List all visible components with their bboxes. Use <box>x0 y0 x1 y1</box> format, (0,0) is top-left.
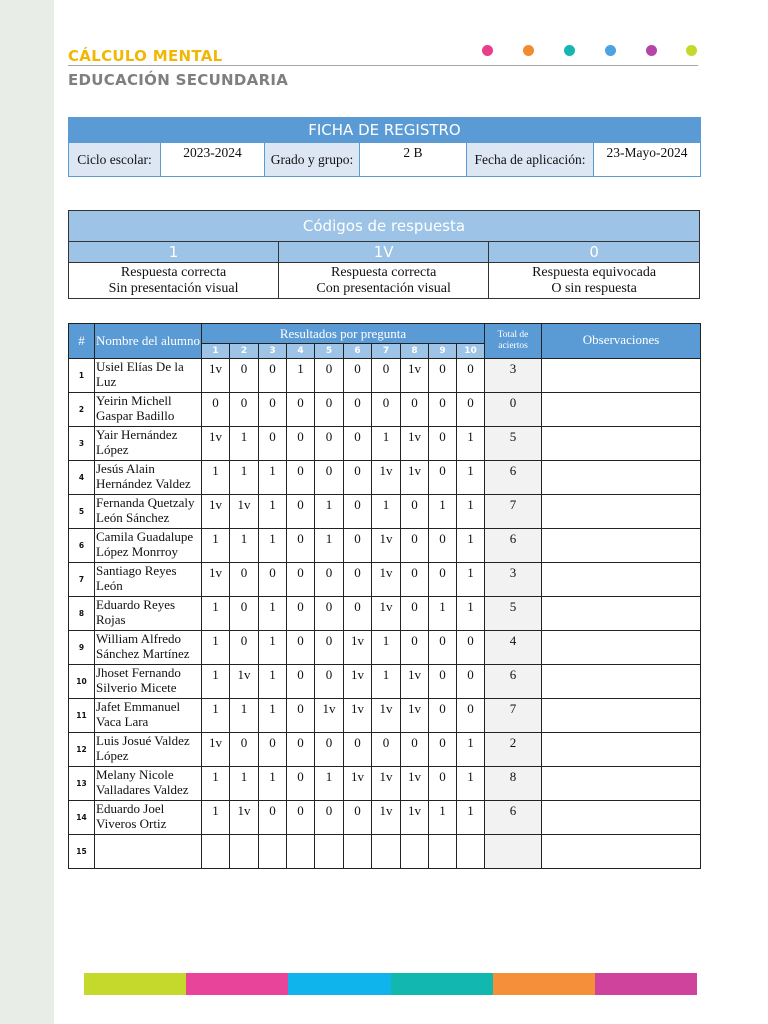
result-cell: 0 <box>429 461 457 495</box>
color-bar-segment <box>391 973 493 995</box>
row-number: 12 <box>69 733 95 767</box>
color-bar-segment <box>493 973 595 995</box>
result-cell: 0 <box>344 461 372 495</box>
result-cell: 1v <box>401 461 429 495</box>
result-cell: 0 <box>315 597 344 631</box>
result-cell: 0 <box>429 733 457 767</box>
result-cell: 1v <box>202 563 230 597</box>
student-name: Jhoset Fernando Silverio Micete <box>95 665 202 699</box>
dot-lime <box>686 45 697 56</box>
result-cell <box>315 835 344 869</box>
result-cell: 1 <box>230 529 259 563</box>
result-cell: 1v <box>344 767 372 801</box>
observaciones-cell <box>542 733 701 767</box>
side-strip <box>0 0 54 1024</box>
result-cell: 1 <box>202 597 230 631</box>
student-name: Luis Josué Valdez López <box>95 733 202 767</box>
row-number: 8 <box>69 597 95 631</box>
observaciones-cell <box>542 665 701 699</box>
observaciones-cell <box>542 597 701 631</box>
result-cell: 1 <box>457 461 485 495</box>
result-cell: 0 <box>287 393 315 427</box>
result-cell: 0 <box>287 529 315 563</box>
result-cell: 1v <box>401 767 429 801</box>
result-cell: 0 <box>344 393 372 427</box>
table-row <box>69 835 701 869</box>
result-cell: 0 <box>315 461 344 495</box>
result-cell: 1 <box>259 699 287 733</box>
col-observaciones-header: Observaciones <box>542 324 701 359</box>
result-cell: 0 <box>259 801 287 835</box>
table-row <box>69 393 701 427</box>
observaciones-cell <box>542 801 701 835</box>
observaciones-cell <box>542 563 701 597</box>
result-cell: 1 <box>429 801 457 835</box>
row-number: 6 <box>69 529 95 563</box>
result-cell: 1v <box>202 359 230 393</box>
result-cell: 1v <box>372 597 401 631</box>
result-cell: 1v <box>401 359 429 393</box>
total-aciertos: 6 <box>485 461 542 495</box>
result-cell: 0 <box>344 529 372 563</box>
observaciones-cell <box>542 427 701 461</box>
total-aciertos: 8 <box>485 767 542 801</box>
result-cell: 0 <box>344 597 372 631</box>
color-bar-segment <box>288 973 390 995</box>
result-cell: 1 <box>457 733 485 767</box>
observaciones-cell <box>542 767 701 801</box>
result-cell: 1 <box>259 529 287 563</box>
result-cell: 1 <box>202 665 230 699</box>
result-cell: 1 <box>259 461 287 495</box>
result-cell: 1 <box>230 699 259 733</box>
row-number: 13 <box>69 767 95 801</box>
student-name: Yair Hernández López <box>95 427 202 461</box>
student-name: Camila Guadalupe López Monrroy <box>95 529 202 563</box>
observaciones-cell <box>542 699 701 733</box>
result-cell: 1 <box>230 427 259 461</box>
decorative-dots <box>482 45 702 57</box>
result-cell: 1 <box>315 767 344 801</box>
table-row <box>69 359 701 393</box>
total-aciertos: 3 <box>485 359 542 393</box>
dot-purple <box>646 45 657 56</box>
result-cell: 0 <box>315 427 344 461</box>
result-cell: 0 <box>230 631 259 665</box>
student-name: Melany Nicole Valladares Valdez <box>95 767 202 801</box>
result-cell: 0 <box>372 733 401 767</box>
result-cell: 0 <box>401 631 429 665</box>
result-cell: 1v <box>401 801 429 835</box>
table-row <box>69 563 701 597</box>
result-cell: 0 <box>259 393 287 427</box>
student-name: William Alfredo Sánchez Martínez <box>95 631 202 665</box>
student-name: Santiago Reyes León <box>95 563 202 597</box>
result-cell: 1 <box>259 597 287 631</box>
result-cell: 1 <box>372 495 401 529</box>
result-cell: 1 <box>202 529 230 563</box>
col-resultados-header: Resultados por pregunta <box>202 324 485 344</box>
row-number: 14 <box>69 801 95 835</box>
result-cell: 0 <box>259 733 287 767</box>
result-cell: 0 <box>429 393 457 427</box>
result-cell: 0 <box>457 665 485 699</box>
total-aciertos: 7 <box>485 495 542 529</box>
student-name: Fernanda Quetzaly León Sánchez <box>95 495 202 529</box>
result-cell: 0 <box>230 359 259 393</box>
result-cell: 0 <box>429 767 457 801</box>
dot-pink <box>482 45 493 56</box>
header-divider <box>68 65 698 66</box>
result-cell: 1 <box>202 767 230 801</box>
result-cell: 0 <box>259 359 287 393</box>
table-row <box>69 495 701 529</box>
total-aciertos: 4 <box>485 631 542 665</box>
result-cell: 1v <box>372 699 401 733</box>
result-cell <box>372 835 401 869</box>
row-number: 3 <box>69 427 95 461</box>
codigos-respuesta <box>68 210 700 299</box>
code-1v-line1: Respuesta correcta <box>330 264 437 280</box>
row-number: 15 <box>69 835 95 869</box>
result-cell: 1 <box>230 767 259 801</box>
total-aciertos: 6 <box>485 529 542 563</box>
code-1-desc <box>69 263 279 299</box>
header-title: CÁLCULO MENTAL <box>68 47 223 65</box>
fecha-label: Fecha de aplicación: <box>467 143 594 177</box>
total-aciertos: 6 <box>485 665 542 699</box>
code-1-line2: Sin presentación visual <box>108 280 239 296</box>
table-row <box>69 801 701 835</box>
row-number: 11 <box>69 699 95 733</box>
table-row <box>69 699 701 733</box>
codigos-title: Códigos de respuesta <box>69 211 700 242</box>
result-cell: 0 <box>230 597 259 631</box>
result-cell: 0 <box>344 801 372 835</box>
result-cell <box>429 835 457 869</box>
result-cell: 0 <box>372 393 401 427</box>
result-cell <box>259 835 287 869</box>
result-cell: 0 <box>287 767 315 801</box>
result-cell <box>344 835 372 869</box>
result-cell: 0 <box>401 393 429 427</box>
result-cell: 1v <box>230 495 259 529</box>
result-cell: 0 <box>315 733 344 767</box>
table-row <box>69 631 701 665</box>
header-subtitle: EDUCACIÓN SECUNDARIA <box>68 71 289 89</box>
result-cell: 1 <box>259 665 287 699</box>
result-cell: 0 <box>344 733 372 767</box>
result-cell: 0 <box>457 359 485 393</box>
row-number: 7 <box>69 563 95 597</box>
result-cell: 0 <box>429 665 457 699</box>
result-cell: 0 <box>429 529 457 563</box>
student-name: Yeirin Michell Gaspar Badillo <box>95 393 202 427</box>
result-cell: 0 <box>344 427 372 461</box>
result-cell <box>401 835 429 869</box>
table-row <box>69 733 701 767</box>
dot-orange <box>523 45 534 56</box>
question-number-header: 6 <box>344 344 372 359</box>
result-cell <box>287 835 315 869</box>
result-cell: 1v <box>344 699 372 733</box>
question-number-header: 8 <box>401 344 429 359</box>
fecha-value: 23-Mayo-2024 <box>594 143 701 177</box>
result-cell: 0 <box>315 665 344 699</box>
observaciones-cell <box>542 835 701 869</box>
table-row <box>69 767 701 801</box>
result-cell: 1 <box>372 631 401 665</box>
result-cell: 0 <box>372 359 401 393</box>
total-aciertos: 7 <box>485 699 542 733</box>
result-cell: 1v <box>344 631 372 665</box>
result-cell: 0 <box>287 733 315 767</box>
result-cell: 0 <box>315 393 344 427</box>
result-cell: 0 <box>287 495 315 529</box>
col-nombre-header: Nombre del alumno <box>95 324 202 359</box>
result-cell <box>202 835 230 869</box>
result-cell: 1v <box>372 461 401 495</box>
result-cell: 0 <box>287 461 315 495</box>
table-row <box>69 529 701 563</box>
result-cell: 0 <box>429 699 457 733</box>
result-cell: 0 <box>315 631 344 665</box>
row-number: 9 <box>69 631 95 665</box>
result-cell: 1 <box>202 699 230 733</box>
color-bar-segment <box>595 973 697 995</box>
result-cell: 0 <box>344 563 372 597</box>
result-cell: 0 <box>401 597 429 631</box>
result-cell: 1v <box>401 427 429 461</box>
result-cell: 1 <box>315 529 344 563</box>
table-row <box>69 461 701 495</box>
result-cell: 0 <box>287 631 315 665</box>
total-aciertos: 2 <box>485 733 542 767</box>
total-aciertos: 5 <box>485 597 542 631</box>
result-cell: 0 <box>259 427 287 461</box>
student-name: Jesús Alain Hernández Valdez <box>95 461 202 495</box>
result-cell: 0 <box>202 393 230 427</box>
table-row <box>69 665 701 699</box>
question-number-header: 9 <box>429 344 457 359</box>
color-bar-segment <box>186 973 288 995</box>
result-cell: 1 <box>457 767 485 801</box>
grado-label: Grado y grupo: <box>265 143 360 177</box>
result-cell: 1 <box>259 767 287 801</box>
result-cell: 0 <box>287 801 315 835</box>
result-cell: 0 <box>230 733 259 767</box>
result-cell: 0 <box>401 733 429 767</box>
result-cell: 0 <box>401 495 429 529</box>
code-1v-line2: Con presentación visual <box>316 280 451 296</box>
row-number: 10 <box>69 665 95 699</box>
result-cell: 1 <box>315 495 344 529</box>
code-1v-desc <box>279 263 489 299</box>
result-cell: 1v <box>401 665 429 699</box>
total-aciertos <box>485 835 542 869</box>
result-cell: 1 <box>429 597 457 631</box>
observaciones-cell <box>542 631 701 665</box>
result-cell: 0 <box>287 699 315 733</box>
resultados-table <box>68 323 701 869</box>
ficha-registro <box>68 117 701 177</box>
result-cell: 0 <box>429 563 457 597</box>
code-0-desc <box>489 263 700 299</box>
result-cell: 1 <box>202 801 230 835</box>
result-cell: 1 <box>372 665 401 699</box>
result-cell: 0 <box>344 359 372 393</box>
row-number: 1 <box>69 359 95 393</box>
result-cell: 0 <box>287 665 315 699</box>
table-row <box>69 597 701 631</box>
result-cell: 1 <box>457 529 485 563</box>
dot-blue <box>605 45 616 56</box>
result-cell: 0 <box>287 597 315 631</box>
code-0-line2: O sin respuesta <box>551 280 637 296</box>
result-cell: 1 <box>457 597 485 631</box>
code-1: 1 <box>69 242 279 263</box>
result-cell: 0 <box>344 495 372 529</box>
result-cell: 1 <box>259 495 287 529</box>
result-cell: 1 <box>202 461 230 495</box>
question-number-header: 1 <box>202 344 230 359</box>
result-cell: 1 <box>372 427 401 461</box>
result-cell: 0 <box>457 699 485 733</box>
result-cell: 0 <box>315 359 344 393</box>
result-cell: 1 <box>259 631 287 665</box>
result-cell: 1v <box>372 563 401 597</box>
result-cell: 0 <box>429 631 457 665</box>
result-cell: 1v <box>372 529 401 563</box>
result-cell: 1 <box>457 495 485 529</box>
total-aciertos: 6 <box>485 801 542 835</box>
result-cell: 1v <box>344 665 372 699</box>
result-cell: 1 <box>230 461 259 495</box>
result-cell: 1 <box>457 563 485 597</box>
total-aciertos: 3 <box>485 563 542 597</box>
bottom-color-bar <box>84 973 697 995</box>
result-cell: 0 <box>429 427 457 461</box>
question-number-header: 2 <box>230 344 259 359</box>
student-name: Jafet Emmanuel Vaca Lara <box>95 699 202 733</box>
student-name: Eduardo Reyes Rojas <box>95 597 202 631</box>
result-cell: 0 <box>259 563 287 597</box>
question-number-header: 5 <box>315 344 344 359</box>
result-cell: 0 <box>287 563 315 597</box>
question-number-header: 4 <box>287 344 315 359</box>
total-aciertos: 0 <box>485 393 542 427</box>
result-cell: 0 <box>230 563 259 597</box>
result-cell <box>457 835 485 869</box>
code-0-line1: Respuesta equivocada <box>532 264 657 280</box>
code-1v: 1V <box>279 242 489 263</box>
dot-teal <box>564 45 575 56</box>
result-cell: 1 <box>202 631 230 665</box>
col-total-header: Total de aciertos <box>485 324 542 359</box>
observaciones-cell <box>542 359 701 393</box>
result-cell: 0 <box>429 359 457 393</box>
total-aciertos: 5 <box>485 427 542 461</box>
result-cell: 0 <box>401 563 429 597</box>
table-row <box>69 427 701 461</box>
observaciones-cell <box>542 393 701 427</box>
question-number-header: 7 <box>372 344 401 359</box>
ciclo-value: 2023-2024 <box>161 143 265 177</box>
result-cell: 0 <box>230 393 259 427</box>
color-bar-segment <box>84 973 186 995</box>
observaciones-cell <box>542 461 701 495</box>
col-num-header: # <box>69 324 95 359</box>
result-cell: 1 <box>457 427 485 461</box>
result-cell <box>230 835 259 869</box>
result-cell: 1v <box>202 733 230 767</box>
code-0: 0 <box>489 242 700 263</box>
student-name: Usiel Elías De la Luz <box>95 359 202 393</box>
result-cell: 1v <box>401 699 429 733</box>
result-cell: 0 <box>315 563 344 597</box>
result-cell: 0 <box>457 393 485 427</box>
result-cell: 1 <box>287 359 315 393</box>
result-cell: 1v <box>202 427 230 461</box>
ciclo-label: Ciclo escolar: <box>69 143 161 177</box>
code-1-line1: Respuesta correcta <box>120 264 227 280</box>
grado-value: 2 B <box>360 143 467 177</box>
result-cell: 0 <box>401 529 429 563</box>
ficha-title: FICHA DE REGISTRO <box>69 118 701 143</box>
result-cell: 0 <box>315 801 344 835</box>
result-cell: 0 <box>457 631 485 665</box>
student-name <box>95 835 202 869</box>
result-cell: 1v <box>202 495 230 529</box>
result-cell: 1v <box>230 801 259 835</box>
question-number-header: 10 <box>457 344 485 359</box>
student-name: Eduardo Joel Viveros Ortiz <box>95 801 202 835</box>
question-number-header: 3 <box>259 344 287 359</box>
result-cell: 0 <box>287 427 315 461</box>
observaciones-cell <box>542 529 701 563</box>
result-cell: 1v <box>315 699 344 733</box>
row-number: 5 <box>69 495 95 529</box>
observaciones-cell <box>542 495 701 529</box>
row-number: 2 <box>69 393 95 427</box>
row-number: 4 <box>69 461 95 495</box>
result-cell: 1v <box>230 665 259 699</box>
result-cell: 1 <box>457 801 485 835</box>
result-cell: 1v <box>372 801 401 835</box>
result-cell: 1 <box>429 495 457 529</box>
result-cell: 1v <box>372 767 401 801</box>
